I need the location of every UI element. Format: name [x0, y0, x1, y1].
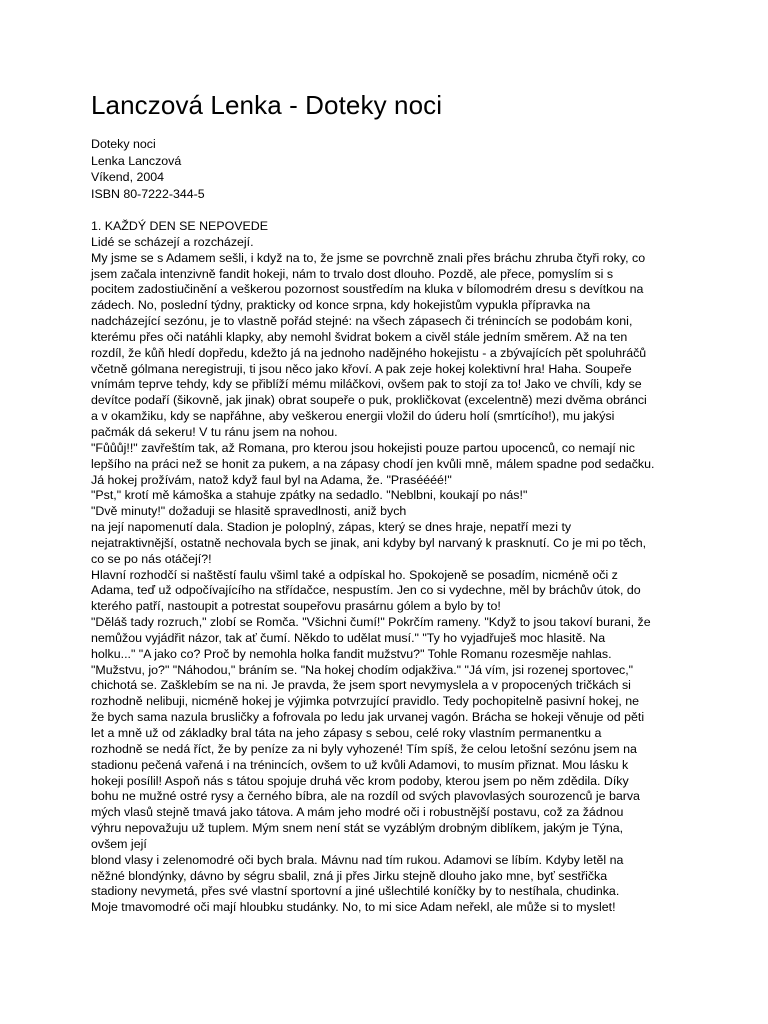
meta-isbn: ISBN 80-7222-344-5 [91, 187, 205, 202]
text-line: něžné blondýnky, dávno by ségru sbalil, zná ji přes Jirku stejně dlouho jako mne, byť sestřička [91, 868, 608, 883]
text-line: pocitem zadostiučinění a veškerou pozornost soustředím na kluka v bílomodrém dresu s devítkou na [91, 282, 644, 297]
meta-book-title: Doteky noci [91, 137, 156, 151]
text-line: My jsme se s Adamem sešli, i když na to, že jsme se povrchně znali přes bráchu zhruba čtyři roky, co [91, 250, 646, 265]
text-line: stadionu pečená vařená i na trénincích, ovšem to už kvůli Adamovi, to musím přiznat. Mou lásku k [91, 757, 629, 772]
text-line: co se po nás otáčejí?! [91, 551, 212, 566]
text-line: "Mužstvu, jo?" "Náhodou," bráním se. "Na hokej chodím odjakživa." "Já vím, jsi rozenej sportovec," [91, 662, 634, 677]
text-line: rozhodně nelibuji, nicméně hokej je výjimka potvrzující pravidlo. Tedy pochopitelně pasivní hokej, ne [91, 694, 640, 709]
text-line: pačmák dá sekeru! V tu ránu jsem na nohou. [91, 424, 338, 439]
text-line: "Fůůůj!!" zavřeštím tak, až Romana, pro kterou jsou hokejisti pouze partou upocenců, co nemají nic [91, 440, 635, 455]
text-line: "Pst," krotí mě kámoška a stahuje zpátky na sedadlo. "Neblbni, koukají po nás!" [91, 488, 528, 503]
text-line: nadcházející sezónu, je to vlastně pořád stejné: na všech zápasech či trénincích se podobám koni, [91, 314, 633, 329]
text-line: Lidé se scházejí a rozcházejí. [91, 234, 254, 249]
text-line: holku..." "A jako co? Proč by nemohla holka fandit mužstvu?" Tohle Romanu rozesměje nahlas. [91, 646, 612, 661]
text-line: blond vlasy i zelenomodré oči bych brala. Mávnu nad tím rukou. Adamovi se líbím. Kdyby letěl na [91, 852, 624, 867]
text-line: devítce podaří (šikovně, jak jinak) obrat soupeře o puk, prokličkovat (excelentně) mezi dvěma obránci [91, 393, 647, 408]
text-line: Já hokej prožívám, natož když faul byl na Adama, že. "Praséééé!" [91, 472, 452, 487]
text-line: rozhodně se nedá říct, že by peníze za ni byly vyhozené! Tím spíš, že celou letošní sezónu jsem na [91, 741, 637, 756]
text-line: stadiony nevymetá, přes své vlastní sportovní a jiné ušlechtilé koníčky by to nestíhala, chudinka. [91, 884, 620, 899]
text-line: rozdíl, že kůň hledí dopředu, kdežto já na jednoho nadějného hokejistu - a zbývajících pět spoluhráčů [91, 345, 647, 360]
text-line: ovšem její [91, 836, 147, 851]
text-line: Adama, teď už odpočívajícího na střídačce, nespustím. Jen co si vydechne, měl by bráchův útok, do [91, 583, 641, 598]
text-line: výhru nepovažuju už tuplem. Mým snem není stát se vyzáblým drobným diblíkem, jakým je Týna, [91, 821, 624, 836]
book-metadata [91, 136, 205, 203]
text-line: nemůžou vyjádřit názor, tak ať čumí. Někdo to udělat musí." "Ty ho vyjadřuješ moc hlasitě. Na [91, 630, 606, 645]
text-line: lepšího na práci než se honit za pukem, a na zápasy chodí jen kvůli mně, málem spadne pod sedačku. [91, 456, 655, 471]
text-line: na její napomenutí dala. Stadion je poloplný, zápas, který se dnes hraje, nepatří mezi ty [91, 520, 572, 535]
text-line: včetně gólmana neregistruji, ti jsou něco jako křoví. A pak zeje hokej kolektivní hra! Haha. Soupeře [91, 361, 632, 376]
text-line: kterému přes oči natáhli klapky, aby nemohl švidrat bokem a civěl stále jedním směrem. Až na ten [91, 329, 628, 344]
body-text [91, 219, 711, 916]
text-line: "Dvě minuty!" dožaduji se hlasitě spravedlnosti, aniž bych [91, 504, 407, 519]
text-line: "Děláš tady rozruch," zlobí se Romča. "Všichni čumí!" Pokrčím rameny. "Když to jsou takoví burani, že [91, 615, 651, 630]
text-line: a v okamžiku, kdy se napřáhne, aby veškerou energii vložil do úderu holí (smrtícího!), mu jakýsi [91, 409, 615, 424]
meta-publisher-year: Víkend, 2004 [91, 170, 165, 185]
meta-author: Lenka Lanczová [91, 153, 182, 168]
text-line: že bych sama nazula brusličky a fofrovala po ledu jak urvanej vagón. Brácha se hokeji věnuje od pěti [91, 710, 645, 725]
text-line: Moje tmavomodré oči mají hloubku studánky. No, to mi sice Adam neřekl, ale může si to myslet! [91, 900, 616, 915]
text-line: kterého patří, nastoupit a potrestat soupeřovu prasárnu gólem a bylo by to! [91, 599, 501, 614]
text-line: vnímám teprve tehdy, kdy se přiblíží mému miláčkovi, ovšem pak to stojí za to! Jako ve chvíli, kdy se [91, 377, 642, 392]
text-line: jsem začala intenzivně fandit hokeji, nám to trvalo dost dlouho. Pozdě, ale přece, pomyslím si s [91, 266, 614, 281]
text-line: bohu ne mužné ostré rysy a černého bíbra, ale na rozdíl od svých plavovlasých sourozenců je barva [91, 789, 640, 804]
text-line: hokeji posílil! Aspoň nás s tátou spojuje druhá věc krom podoby, kterou jsem po něm zdědila. Díky [91, 773, 629, 788]
document-title: Lanczová Lenka - Doteky noci [91, 90, 443, 120]
text-line: chichotá se. Zašklebím se na ni. Je pravda, že jsem sport nevymyslela a v propocených tričkách si [91, 678, 631, 693]
chapter-heading: 1. KAŽDÝ DEN SE NEPOVEDE [91, 219, 268, 233]
text-line: nejatraktivnější, ostatně nechovala bych se jinak, ani kdyby byl narvaný k prasknutí. Co je mi po těch, [91, 535, 647, 550]
text-line: mých vlasů stejně tmavá jako tátova. A mám jeho modré oči i robustnější postavu, což za žádnou [91, 805, 624, 820]
text-line: Hlavní rozhodčí si naštěstí faulu všiml také a odpískal ho. Spokojeně se posadím, nicméně oči z [91, 567, 618, 582]
text-line: zádech. No, poslední týdny, prakticky od konce srpna, kdy hokejistům vypukla přípravka na [91, 298, 591, 313]
text-line: let a mně už od základky bral táta na jeho zápasy s sebou, celé roky vlastním permanentku a [91, 726, 602, 740]
